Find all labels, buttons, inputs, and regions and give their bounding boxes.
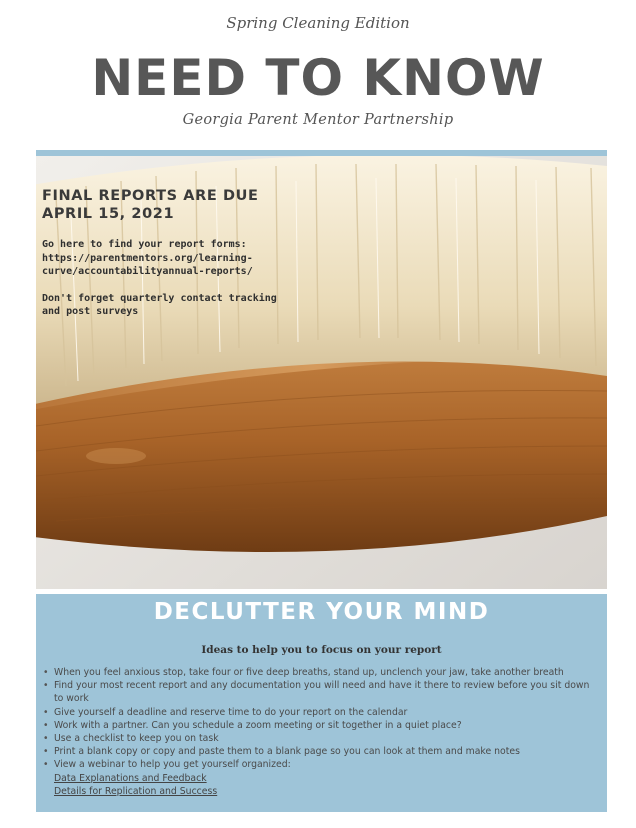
declutter-panel <box>36 594 607 812</box>
bullet-icon: • <box>43 719 49 731</box>
bullet-icon: • <box>43 746 49 758</box>
list-item: • Work with a partner. Can you schedule a zoom meeting or sit together in a quiet place? <box>43 719 462 731</box>
brush-photo <box>36 156 607 589</box>
reports-reminder-line1: Don't forget quarterly contact tracking <box>42 292 277 304</box>
declutter-subheading: Ideas to help you to focus on your report <box>201 644 442 656</box>
reports-url-part1[interactable]: https://parentmentors.org/learning- <box>42 252 253 264</box>
bullet-icon: • <box>43 706 49 718</box>
data-explanations-link[interactable]: Data Explanations and Feedback <box>54 772 207 784</box>
page-title: NEED TO KNOW <box>91 49 545 107</box>
reports-url-part2[interactable]: curve/accountabilityannual-reports/ <box>42 266 253 277</box>
reports-instruction: Go here to find your report forms: <box>42 239 247 250</box>
reports-notice <box>42 187 342 319</box>
bullet-icon: • <box>43 667 49 678</box>
edition-label: Spring Cleaning Edition <box>226 14 410 32</box>
bullet-icon: • <box>43 733 49 745</box>
list-item: • When you feel anxious stop, take four or five deep breaths, stand up, unclench your jaw, take another breath <box>43 667 564 678</box>
reports-due-heading: FINAL REPORTS ARE DUE <box>42 188 259 204</box>
reports-reminder-line2: and post surveys <box>42 306 139 317</box>
reports-due-date: APRIL 15, 2021 <box>42 206 175 222</box>
list-item: • Print a blank copy or copy and paste them to a blank page so you can look at them and make notes <box>43 746 520 758</box>
declutter-heading: DECLUTTER YOUR MIND <box>153 599 490 625</box>
organization-subtitle: Georgia Parent Mentor Partnership <box>182 112 454 128</box>
tips-list <box>43 666 599 798</box>
list-item: • Give yourself a deadline and reserve time to do your report on the calendar <box>43 706 408 718</box>
list-item: • View a webinar to help you get yourself organized: Data Explanations and Feedback Details for Replication and Success <box>54 758 599 798</box>
bullet-icon: • <box>43 680 49 692</box>
bullet-icon: • <box>43 759 49 771</box>
list-item: • Find your most recent report and any documentation you will need and have it there to review before you sit down to work <box>43 680 590 705</box>
details-replication-link[interactable]: Details for Replication and Success <box>54 785 218 797</box>
list-item: • Use a checklist to keep you on task <box>43 733 219 745</box>
